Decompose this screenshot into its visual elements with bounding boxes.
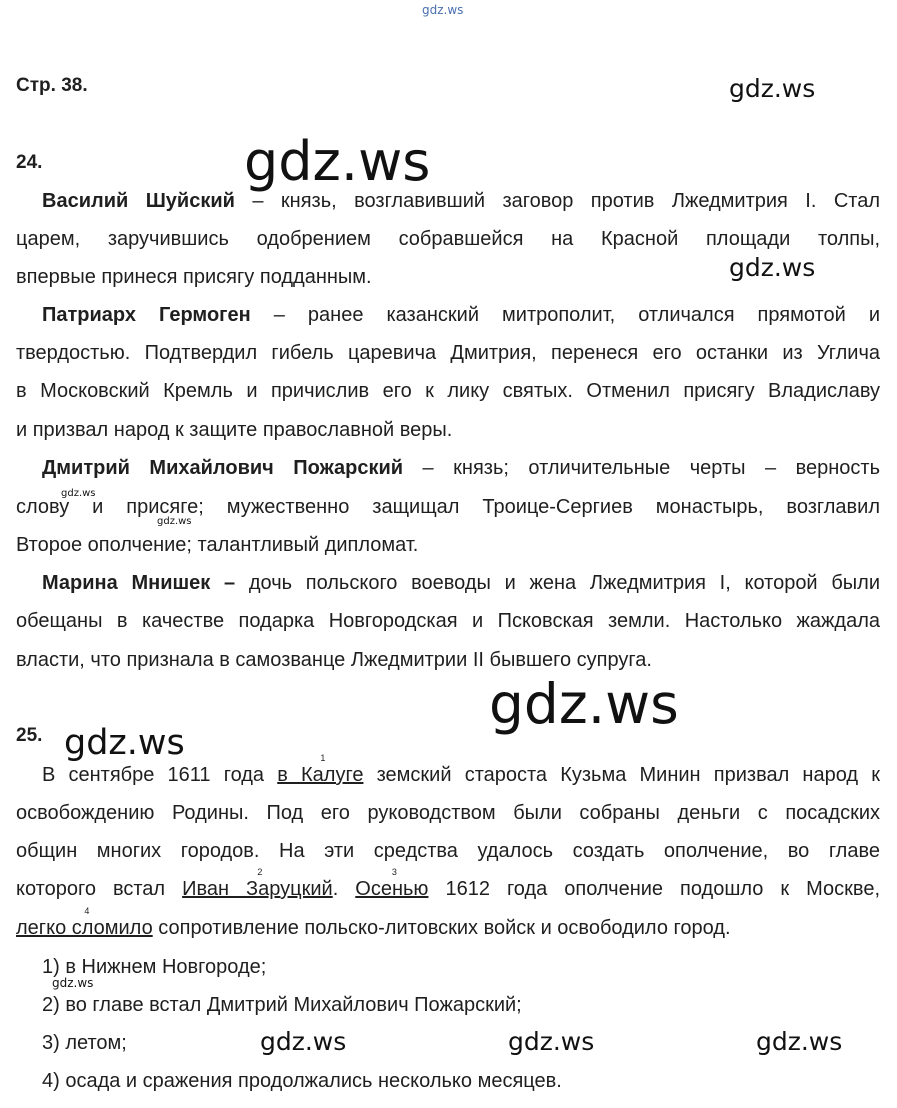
text: легко сломило	[16, 917, 153, 939]
paragraph-line	[42, 303, 880, 327]
paragraph-line: впервые принеся присягу подданным.	[16, 266, 372, 288]
watermark: gdz.ws	[64, 723, 185, 763]
text: – ранее казанский митрополит, отличался прямотой и	[250, 304, 880, 326]
watermark: gdz.ws	[52, 976, 94, 990]
paragraph-line: власти, что признала в самозванце Лжедмитрии II бывшего супруга.	[16, 649, 652, 671]
text: Осенью	[355, 878, 429, 900]
person-name: Марина Мнишек –	[42, 572, 236, 594]
answer-item: 2) во главе встал Дмитрий Михайлович Пожарский;	[42, 994, 522, 1016]
paragraph-line	[42, 753, 880, 787]
paragraph-line: общин многих городов. На эти средства удалось создать ополчение, во главе	[16, 840, 880, 862]
text: земский староста Кузьма Минин призвал народ к	[363, 764, 880, 786]
watermark: gdz.ws	[756, 1027, 843, 1056]
watermark: gdz.ws	[729, 74, 816, 103]
text: которого встал	[16, 878, 183, 900]
error-marker: 3	[391, 867, 397, 877]
watermark: gdz.ws	[157, 516, 192, 527]
text: В сентябре 1611 года	[42, 764, 278, 786]
text: сопротивление польско-литовских войск и освободило город.	[152, 917, 731, 939]
page-label: Стр. 38.	[16, 75, 88, 96]
paragraph-line: обещаны в качестве подарка Новгородская и Псковская земли. Настолько жаждала	[16, 610, 880, 632]
watermark: gdz.ws	[244, 130, 431, 193]
underlined-error	[16, 906, 153, 939]
paragraph-line: Второе ополчение; талантливый дипломат.	[16, 534, 419, 556]
watermark: gdz.ws	[729, 253, 816, 282]
underlined-error	[182, 867, 333, 900]
text: в Калуге	[277, 764, 364, 786]
watermark: gdz.ws	[489, 672, 679, 736]
paragraph-line: твердостью. Подтвердил гибель царевича Дмитрия, перенеся его останки из Углича	[16, 342, 880, 364]
watermark-top: gdz.ws	[422, 3, 464, 17]
paragraph-line: царем, заручившись одобрением собравшейся на Красной площади толпы,	[16, 228, 880, 250]
person-name: Василий Шуйский	[42, 190, 235, 212]
answer-item: 4) осада и сражения продолжались несколько месяцев.	[42, 1070, 562, 1092]
text: Иван Заруцкий	[182, 878, 333, 900]
paragraph-line: и призвал народ к защите православной веры.	[16, 419, 453, 441]
error-marker: 4	[84, 906, 90, 916]
error-marker: 1	[320, 753, 326, 763]
paragraph-line: в Московский Кремль и причислив его к лику святых. Отменил присягу Владиславу	[16, 380, 880, 402]
person-name: Патриарх Гермоген	[42, 304, 251, 326]
answer-item: 3) летом;	[42, 1032, 127, 1054]
task-number: 24.	[16, 152, 43, 173]
paragraph-line: слову и присяге; мужественно защищал Троице-Сергиев монастырь, возглавил	[16, 496, 880, 518]
text: – князь, возглавивший заговор против Лжедмитрия I. Стал	[234, 190, 881, 212]
text: 1612 года ополчение подошло к Москве,	[428, 878, 881, 900]
paragraph-line	[42, 456, 880, 480]
text: .	[332, 878, 356, 900]
task-number: 25.	[16, 725, 43, 746]
paragraph-line	[16, 867, 881, 901]
answer-item: 1) в Нижнем Новгороде;	[42, 956, 267, 978]
paragraph-line	[42, 571, 880, 595]
paragraph-line	[16, 906, 880, 940]
text: – князь; отличительные черты – верность	[403, 457, 880, 479]
person-name: Дмитрий Михайлович Пожарский	[42, 457, 404, 479]
underlined-error	[355, 867, 429, 900]
underlined-error	[277, 753, 364, 786]
text: дочь польского воеводы и жена Лжедмитрия I, которой были	[235, 572, 880, 594]
error-marker: 2	[257, 867, 263, 877]
paragraph-line: освобождению Родины. Под его руководством были собраны деньги с посадских	[16, 802, 880, 824]
watermark: gdz.ws	[61, 488, 96, 499]
watermark: gdz.ws	[508, 1027, 595, 1056]
paragraph-line	[42, 189, 880, 213]
watermark: gdz.ws	[260, 1027, 347, 1056]
